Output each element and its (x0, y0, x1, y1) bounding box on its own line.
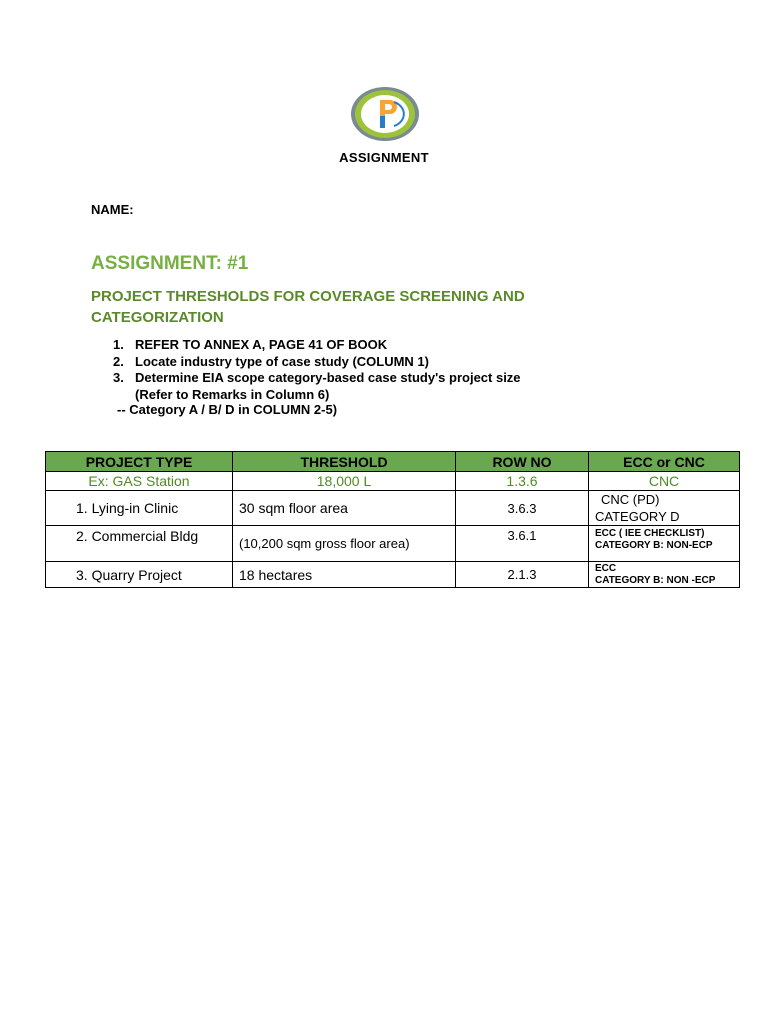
ecc-line: ECC ( IEE CHECKLIST) (595, 528, 705, 539)
step-number: 2. (113, 353, 124, 369)
project-type-cell: 2. Commercial Bldg (46, 526, 233, 562)
column-header: PROJECT TYPE (46, 452, 233, 472)
step-text: Locate industry type of case study (COLUMN 1) (135, 353, 429, 369)
table-header-row (46, 452, 740, 472)
ecc-cell (589, 562, 740, 588)
threshold-table (45, 451, 740, 588)
project-type-cell: 1. Lying-in Clinic (46, 491, 233, 526)
column-header: ROW NO (456, 452, 589, 472)
project-type-cell: 3. Quarry Project (46, 562, 233, 588)
green-circular-logo-icon (350, 86, 420, 142)
step-subnote: (Refer to Remarks in Column 6) (135, 386, 330, 402)
ecc-cell (589, 526, 740, 562)
project-type-cell: Ex: GAS Station (46, 472, 233, 491)
assignment-subtitle: PROJECT THRESHOLDS FOR COVERAGE SCREENING AND CATEGORIZATION (91, 288, 525, 326)
instruction-step (113, 370, 521, 387)
category-note: -- Category A / B/ D in COLUMN 2-5) (117, 402, 338, 417)
ecc-line: CATEGORY B: NON -ECP (595, 574, 716, 586)
row-no-cell: 1.3.6 (456, 472, 589, 491)
row-no-cell: 2.1.3 (456, 562, 589, 588)
table-row (46, 491, 740, 526)
instruction-step (113, 354, 521, 371)
ecc-line: CNC (PD) (601, 492, 660, 507)
threshold-cell: 30 sqm floor area (233, 491, 456, 526)
page-heading: ASSIGNMENT (339, 150, 429, 165)
threshold-cell: 18,000 L (233, 472, 456, 491)
ecc-line: CATEGORY D (595, 509, 680, 524)
assignment-title: ASSIGNMENT: #1 (91, 253, 249, 274)
column-header: THRESHOLD (233, 452, 456, 472)
name-field-label: NAME: (91, 202, 134, 217)
threshold-cell: (10,200 sqm gross floor area) (233, 526, 456, 562)
ecc-cell: CNC (589, 472, 740, 491)
row-no-cell: 3.6.1 (456, 526, 589, 562)
step-number: 3. (113, 370, 124, 385)
row-no-cell: 3.6.3 (456, 491, 589, 526)
ecc-line: CATEGORY B: NON-ECP (595, 540, 713, 551)
table-row (46, 562, 740, 588)
ecc-line: ECC (595, 562, 617, 574)
instruction-step (113, 337, 521, 354)
example-row (46, 472, 740, 491)
ecc-cell (589, 491, 740, 526)
table-row (46, 526, 740, 562)
instruction-list (113, 337, 521, 403)
step-number: 1. (113, 337, 124, 352)
step-text: Determine EIA scope category-based case study's project size (135, 370, 521, 385)
step-text: REFER TO ANNEX A, PAGE 41 OF BOOK (135, 337, 388, 352)
threshold-cell: 18 hectares (233, 562, 456, 588)
column-header: ECC or CNC (589, 452, 740, 472)
